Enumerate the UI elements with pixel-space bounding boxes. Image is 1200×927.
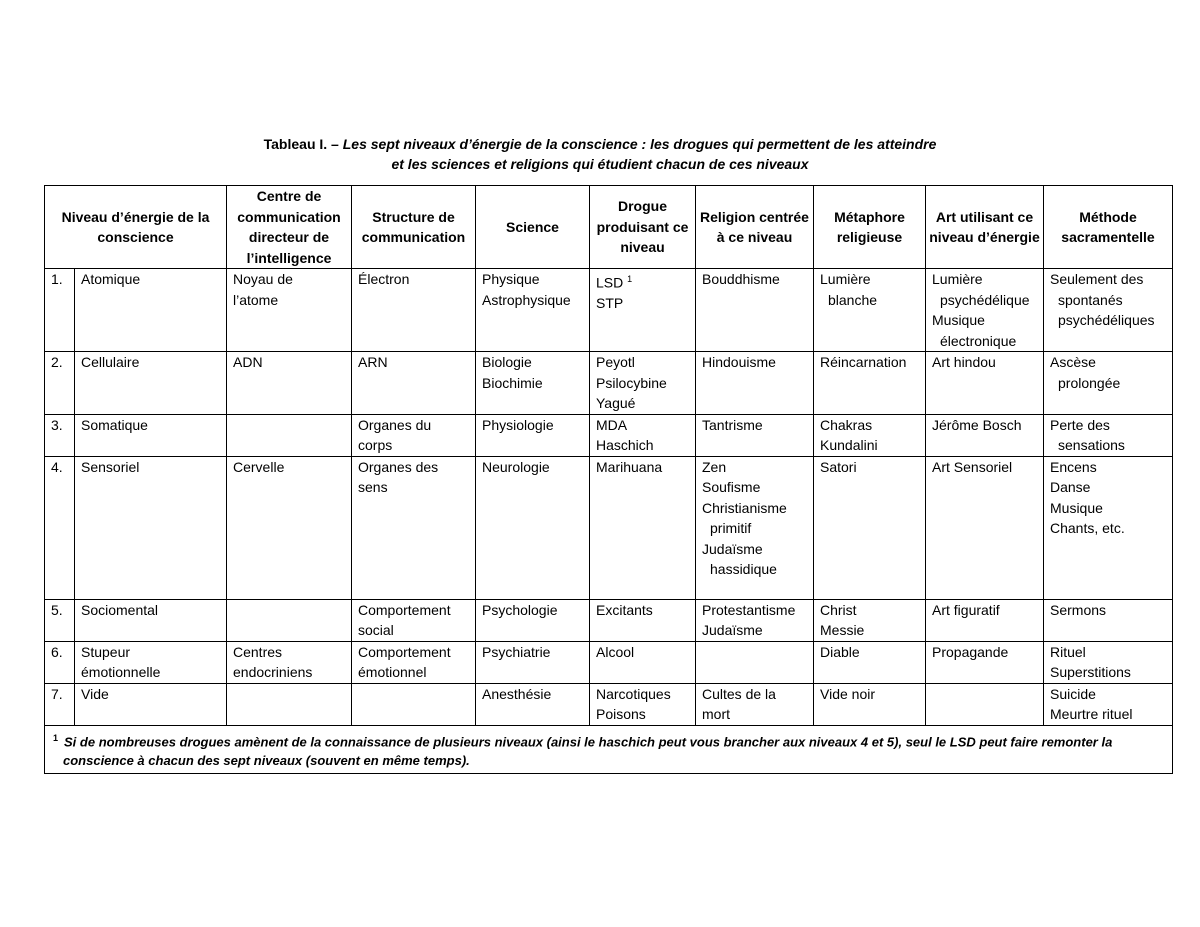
cell-metaphore	[814, 456, 926, 599]
cell-drogue	[590, 352, 696, 415]
cell-text: Art hindou	[932, 354, 996, 370]
cell-metaphore	[814, 414, 926, 456]
cell-text: Alcool	[596, 643, 635, 660]
cell-line	[596, 684, 691, 705]
cell-text: Lumière	[932, 271, 983, 287]
cell-structure	[352, 352, 476, 415]
cell-line	[233, 642, 347, 663]
cell-science	[476, 456, 590, 599]
cell-line	[1050, 373, 1168, 394]
cell-line	[81, 457, 222, 478]
cell-text: Organes du	[358, 416, 432, 433]
cell-science	[476, 599, 590, 641]
cell-line	[932, 331, 1039, 352]
cell-line	[1050, 498, 1168, 519]
cell-line	[482, 642, 585, 663]
cell-religion	[696, 269, 814, 352]
cell-line	[932, 642, 1039, 663]
cell-line	[1050, 684, 1168, 705]
cell-text: Christ	[820, 601, 857, 618]
cell-line	[1050, 290, 1168, 311]
cell-line	[1050, 662, 1168, 683]
cell-text: Sermons	[1050, 601, 1107, 618]
cell-line	[1050, 310, 1168, 331]
cell-text: Judaïsme	[702, 540, 763, 557]
cell-text: Danse	[1050, 479, 1091, 495]
cell-line	[596, 435, 691, 456]
cell-line	[702, 539, 809, 560]
cell-text: sens	[358, 479, 388, 495]
cell-metaphore	[814, 269, 926, 352]
cell-text: Vide noir	[820, 685, 876, 702]
cell-text: Musique	[932, 312, 985, 328]
footnote-line-2: conscience à chacun des sept niveaux (souvent en même temps).	[63, 752, 470, 768]
cell-text: STP	[596, 295, 624, 312]
cell-methode	[1044, 414, 1173, 456]
cell-text: Narcotiques	[596, 685, 671, 702]
cell-text: l’atome	[233, 291, 279, 308]
header-drogue: Drogue produisant ce niveau	[590, 186, 696, 269]
cell-text: Chants, etc.	[1050, 520, 1125, 536]
cell-line	[482, 352, 585, 373]
cell-line	[1050, 477, 1168, 498]
table-title-line-2: et les sciences et religions qui étudient chacun de ces niveaux	[391, 156, 809, 172]
consciousness-levels-table	[44, 185, 1173, 774]
cell-line	[233, 662, 347, 683]
cell-text: Physique	[482, 271, 540, 287]
cell-centre	[227, 683, 352, 725]
cell-line	[596, 269, 691, 293]
cell-text: psychédélique	[940, 291, 1030, 308]
cell-text: électronique	[940, 332, 1017, 349]
cell-line	[1050, 457, 1168, 478]
cell-line	[233, 352, 347, 373]
table-row	[45, 599, 1173, 641]
cell-line	[820, 642, 921, 663]
cell-text: Électron	[358, 271, 410, 287]
cell-line	[358, 642, 471, 663]
cell-structure	[352, 641, 476, 683]
cell-text: Psilocybine	[596, 374, 667, 391]
cell-text: Musique	[1050, 499, 1103, 516]
cell-line	[1050, 415, 1168, 436]
cell-text: Physiologie	[482, 416, 554, 433]
cell-line	[820, 290, 921, 311]
cell-text: Sensoriel	[81, 458, 140, 475]
cell-line	[596, 642, 691, 663]
cell-line	[820, 684, 921, 705]
header-religion: Religion centrée à ce niveau	[696, 186, 814, 269]
table-title-lead: Tableau I. –	[263, 136, 343, 152]
cell-niveau	[75, 641, 227, 683]
footnote-mark: 1	[53, 732, 59, 743]
header-science: Science	[476, 186, 590, 269]
row-number: 5.	[45, 599, 75, 641]
cell-text: Soufisme	[702, 479, 761, 495]
cell-niveau	[75, 414, 227, 456]
cell-art	[926, 641, 1044, 683]
cell-text: Lumière	[820, 271, 871, 287]
cell-line	[358, 269, 471, 290]
cell-text: Jérôme Bosch	[932, 416, 1022, 433]
cell-line	[482, 269, 585, 290]
cell-line	[358, 435, 471, 456]
cell-science	[476, 414, 590, 456]
cell-line	[482, 415, 585, 436]
cell-line	[932, 600, 1039, 621]
table-row	[45, 683, 1173, 725]
table-title-line-1-text: Les sept niveaux d’énergie de la conscience : les drogues qui permettent de les atteindre	[342, 136, 937, 152]
cell-line	[1050, 642, 1168, 663]
cell-text: Psychiatrie	[482, 643, 551, 660]
cell-text: Neurologie	[482, 458, 550, 475]
cell-text: Cultes de la	[702, 685, 776, 702]
cell-text: Anesthésie	[482, 685, 552, 702]
cell-text: Comportement	[358, 643, 451, 660]
header-centre: Centre de communication directeur de l’intelligence	[227, 186, 352, 269]
cell-text: ADN	[233, 354, 263, 370]
cell-line	[932, 269, 1039, 290]
cell-line	[932, 310, 1039, 331]
cell-text: Haschich	[596, 437, 654, 453]
cell-text: Messie	[820, 622, 865, 638]
cell-religion	[696, 352, 814, 415]
cell-text: Diable	[820, 643, 860, 660]
cell-drogue	[590, 599, 696, 641]
cell-text: primitif	[710, 520, 752, 536]
cell-text: Stupeur	[81, 643, 131, 660]
cell-line	[702, 518, 809, 539]
cell-text: Yagué	[596, 395, 636, 411]
cell-text: endocriniens	[233, 664, 313, 680]
cell-line	[702, 620, 809, 641]
cell-line	[358, 415, 471, 436]
cell-drogue	[590, 641, 696, 683]
cell-text: LSD	[596, 274, 624, 291]
cell-niveau	[75, 269, 227, 352]
cell-line	[820, 435, 921, 456]
cell-text: blanche	[828, 291, 878, 308]
footnote-row	[45, 725, 1173, 773]
cell-line	[358, 457, 471, 478]
cell-line	[702, 559, 809, 580]
cell-line	[1050, 352, 1168, 373]
cell-line	[358, 620, 471, 641]
cell-text: psychédéliques	[1058, 312, 1155, 328]
cell-religion	[696, 456, 814, 599]
cell-line	[233, 290, 347, 311]
row-number: 7.	[45, 683, 75, 725]
cell-methode	[1044, 456, 1173, 599]
cell-line	[81, 600, 222, 621]
cell-line	[596, 373, 691, 394]
cell-centre	[227, 269, 352, 352]
cell-line	[932, 415, 1039, 436]
header-row	[45, 186, 1173, 269]
table-title	[0, 134, 1200, 174]
cell-text: Biochimie	[482, 374, 543, 391]
cell-art	[926, 414, 1044, 456]
cell-methode	[1044, 683, 1173, 725]
cell-line	[1050, 704, 1168, 725]
cell-art	[926, 352, 1044, 415]
table-body	[45, 269, 1173, 726]
header-art: Art utilisant ce niveau d’énergie	[926, 186, 1044, 269]
cell-line	[482, 600, 585, 621]
row-number: 3.	[45, 414, 75, 456]
cell-text: Psychologie	[482, 601, 558, 618]
cell-text: Noyau de	[233, 271, 293, 287]
cell-line	[820, 269, 921, 290]
cell-text: ARN	[358, 354, 388, 370]
cell-text: Rituel	[1050, 643, 1086, 660]
footnote	[45, 725, 1173, 773]
cell-text: Tantrisme	[702, 416, 763, 433]
cell-text: Atomique	[81, 271, 141, 287]
cell-line	[482, 457, 585, 478]
table-row	[45, 352, 1173, 415]
cell-text: Art figuratif	[932, 601, 1000, 618]
cell-line	[233, 457, 347, 478]
cell-structure	[352, 456, 476, 599]
cell-line	[702, 457, 809, 478]
cell-line	[81, 269, 222, 290]
header-niveau: Niveau d’énergie de la conscience	[45, 186, 227, 269]
cell-metaphore	[814, 683, 926, 725]
cell-centre	[227, 641, 352, 683]
cell-text: Kundalini	[820, 437, 878, 453]
cell-text: Perte des	[1050, 416, 1110, 433]
cell-line	[596, 393, 691, 414]
consciousness-levels-table-wrapper	[44, 185, 1172, 774]
cell-text: Encens	[1050, 458, 1097, 475]
cell-text: Comportement	[358, 601, 451, 618]
table-row	[45, 414, 1173, 456]
cell-line	[596, 415, 691, 436]
row-number: 2.	[45, 352, 75, 415]
cell-text: émotionnelle	[81, 664, 161, 680]
cell-methode	[1044, 641, 1173, 683]
cell-drogue	[590, 683, 696, 725]
cell-niveau	[75, 683, 227, 725]
cell-text: émotionnel	[358, 664, 427, 680]
cell-text: Protestantisme	[702, 601, 796, 618]
cell-methode	[1044, 269, 1173, 352]
cell-text: prolongée	[1058, 374, 1121, 391]
header-methode: Méthode sacramentelle	[1044, 186, 1173, 269]
cell-text: spontanés	[1058, 291, 1123, 308]
footnote-reference: 1	[627, 274, 633, 284]
cell-centre	[227, 414, 352, 456]
cell-text: Organes des	[358, 458, 439, 475]
cell-line	[702, 269, 809, 290]
row-number: 6.	[45, 641, 75, 683]
cell-text: Biologie	[482, 354, 532, 370]
cell-art	[926, 683, 1044, 725]
cell-line	[820, 600, 921, 621]
cell-text: Peyotl	[596, 354, 635, 370]
cell-text: Seulement des	[1050, 271, 1144, 287]
cell-text: mort	[702, 706, 730, 722]
cell-text: Vide	[81, 685, 109, 702]
cell-text: Propagande	[932, 643, 1009, 660]
header-metaphore: Métaphore religieuse	[814, 186, 926, 269]
cell-art	[926, 599, 1044, 641]
cell-line	[1050, 518, 1168, 539]
cell-science	[476, 683, 590, 725]
table-row	[45, 456, 1173, 599]
cell-line	[702, 415, 809, 436]
cell-text: Meurtre rituel	[1050, 706, 1133, 722]
cell-drogue	[590, 414, 696, 456]
cell-art	[926, 456, 1044, 599]
cell-text: Zen	[702, 458, 727, 475]
cell-line	[81, 684, 222, 705]
cell-structure	[352, 599, 476, 641]
cell-line	[482, 290, 585, 311]
cell-text: Judaïsme	[702, 622, 763, 638]
cell-science	[476, 641, 590, 683]
cell-line	[932, 352, 1039, 373]
cell-text: Bouddhisme	[702, 271, 780, 287]
cell-line	[482, 684, 585, 705]
cell-structure	[352, 414, 476, 456]
cell-line	[1050, 269, 1168, 290]
cell-text: Cellulaire	[81, 354, 140, 370]
cell-text: corps	[358, 437, 393, 453]
cell-line	[702, 704, 809, 725]
cell-centre	[227, 352, 352, 415]
table-row	[45, 641, 1173, 683]
cell-niveau	[75, 352, 227, 415]
cell-line	[702, 352, 809, 373]
header-structure: Structure de communication	[352, 186, 476, 269]
cell-text: Somatique	[81, 416, 148, 433]
cell-line	[596, 293, 691, 314]
cell-line	[81, 642, 222, 663]
cell-text: sensations	[1058, 437, 1125, 453]
cell-text: Satori	[820, 458, 857, 475]
cell-drogue	[590, 456, 696, 599]
cell-structure	[352, 269, 476, 352]
cell-text: hassidique	[710, 561, 777, 577]
cell-religion	[696, 641, 814, 683]
cell-metaphore	[814, 641, 926, 683]
cell-line	[820, 415, 921, 436]
cell-methode	[1044, 352, 1173, 415]
cell-text: Christianisme	[702, 499, 787, 516]
cell-text: social	[358, 622, 394, 638]
cell-line	[81, 415, 222, 436]
cell-text: Ascèse	[1050, 354, 1096, 370]
cell-text: Marihuana	[596, 458, 663, 475]
cell-line	[820, 457, 921, 478]
cell-text: Réincarnation	[820, 354, 907, 370]
cell-line	[820, 352, 921, 373]
cell-text: Excitants	[596, 601, 653, 618]
cell-text: Art Sensoriel	[932, 458, 1013, 475]
cell-methode	[1044, 599, 1173, 641]
cell-metaphore	[814, 352, 926, 415]
cell-line	[596, 352, 691, 373]
cell-text: MDA	[596, 416, 628, 433]
cell-text: Centres	[233, 643, 283, 660]
cell-line	[702, 684, 809, 705]
cell-text: Astrophysique	[482, 291, 571, 308]
cell-line	[81, 352, 222, 373]
cell-text: Superstitions	[1050, 664, 1131, 680]
cell-line	[1050, 600, 1168, 621]
cell-centre	[227, 456, 352, 599]
row-number: 1.	[45, 269, 75, 352]
cell-line	[233, 269, 347, 290]
cell-line	[820, 620, 921, 641]
cell-line	[596, 704, 691, 725]
cell-metaphore	[814, 599, 926, 641]
cell-structure	[352, 683, 476, 725]
cell-text: Chakras	[820, 416, 873, 433]
cell-line	[932, 457, 1039, 478]
cell-science	[476, 352, 590, 415]
cell-line	[358, 600, 471, 621]
cell-line	[81, 662, 222, 683]
footnote-line-1: Si de nombreuses drogues amènent de la connaissance de plusieurs niveaux (ainsi le haschich peut vous brancher aux niveaux 4 et 5), seul le LSD peut faire remonter la	[64, 733, 1113, 749]
cell-niveau	[75, 456, 227, 599]
cell-line	[702, 477, 809, 498]
cell-line	[1050, 435, 1168, 456]
table-row	[45, 269, 1173, 352]
cell-line	[596, 457, 691, 478]
cell-religion	[696, 414, 814, 456]
cell-text: Poisons	[596, 706, 646, 722]
cell-line	[596, 600, 691, 621]
cell-text: Sociomental	[81, 601, 159, 618]
cell-line	[482, 373, 585, 394]
cell-religion	[696, 683, 814, 725]
table-title-line-1	[0, 134, 1200, 154]
cell-centre	[227, 599, 352, 641]
cell-science	[476, 269, 590, 352]
cell-niveau	[75, 599, 227, 641]
cell-text: Hindouisme	[702, 354, 776, 370]
cell-art	[926, 269, 1044, 352]
cell-line	[702, 498, 809, 519]
cell-text: Cervelle	[233, 458, 285, 475]
cell-line	[358, 662, 471, 683]
cell-drogue	[590, 269, 696, 352]
cell-religion	[696, 599, 814, 641]
cell-line	[702, 600, 809, 621]
cell-line	[932, 290, 1039, 311]
cell-line	[358, 352, 471, 373]
row-number: 4.	[45, 456, 75, 599]
cell-text: Suicide	[1050, 685, 1096, 702]
cell-line	[358, 477, 471, 498]
